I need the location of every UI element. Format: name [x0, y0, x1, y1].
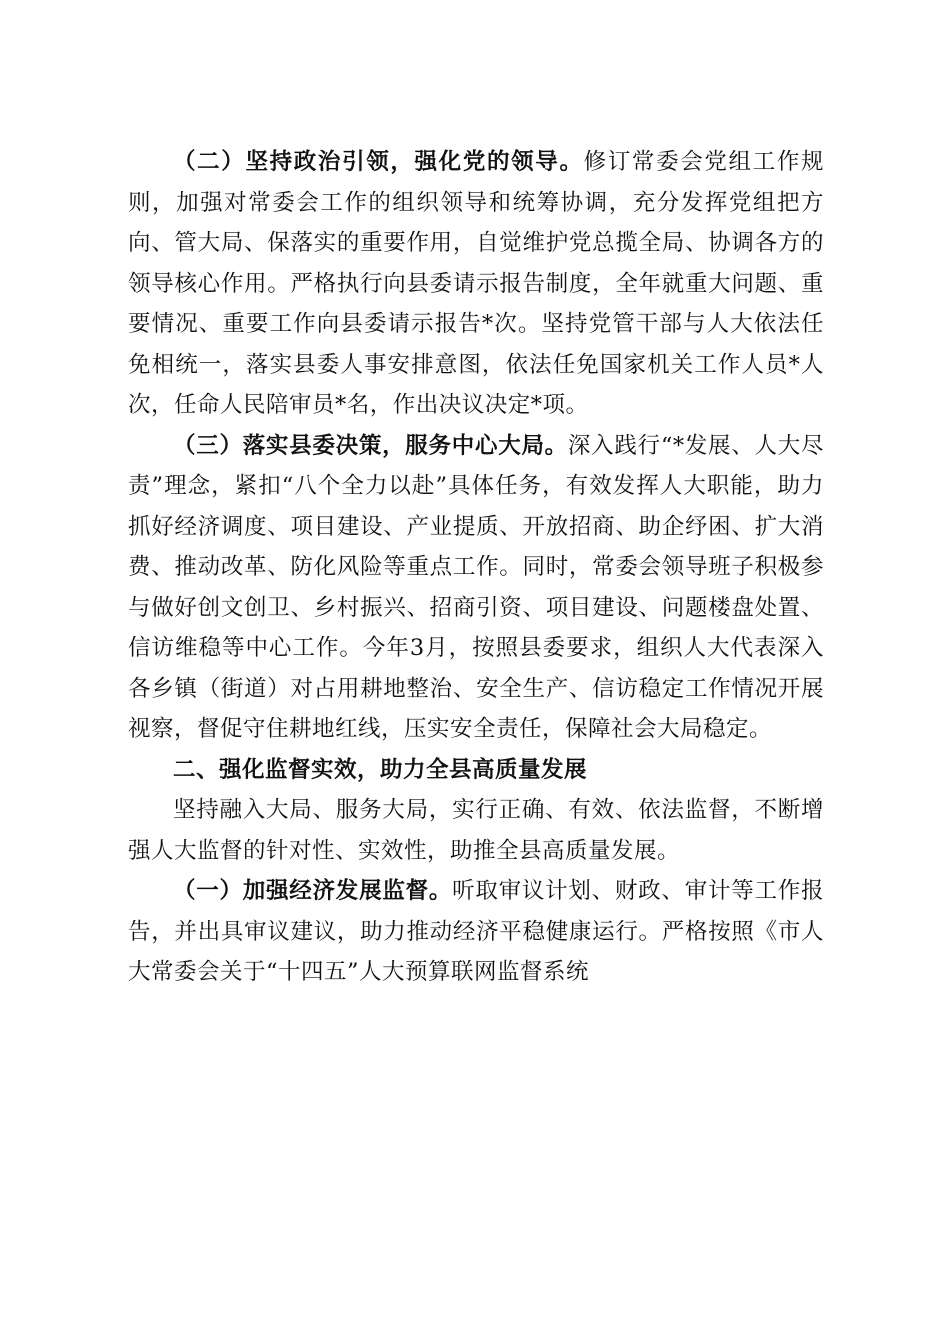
paragraph-body: 听取审议计划、财政、审计等工作报告，并出具审议建议，助力推动经济平稳健康运行。严格按照《市人大常委会关于“十四五”人大预算联网监督系统: [128, 878, 824, 985]
section-intro: [128, 790, 824, 871]
paragraph-central-work: [128, 426, 824, 750]
section-heading-text: 二、强化监督实效，助力全县高质量发展: [173, 756, 588, 783]
document-page: [128, 142, 824, 993]
paragraph-lead: （一）加强经济发展监督。: [173, 878, 453, 904]
paragraph-party-leadership: [128, 142, 824, 426]
section-intro-text: 坚持融入大局、服务大局，实行正确、有效、依法监督，不断增强人大监督的针对性、实效性，助推全县高质量发展。: [128, 797, 824, 864]
paragraph-economic-supervision: [128, 871, 824, 993]
paragraph-lead: （二）坚持政治引领，强化党的领导。: [173, 149, 584, 175]
paragraph-body: 深入践行“*发展、人大尽责”理念，紧扣“八个全力以赴”具体任务，有效发挥人大职能，助力抓好经济调度、项目建设、产业提质、开放招商、助企纾困、扩大消费、推动改革、防化风险等重点工作。同时，常委会领导班子积极参与做好创文创卫、乡村振兴、招商引资、项目建设、问题楼盘处置、信访维稳等中心工作。今年3月，按照县委要求，组织人大代表深入各乡镇（街道）对占用耕地整治、安全生产、信访稳定工作情况开展视察，督促守住耕地红线，压实安全责任，保障社会大局稳定。: [128, 432, 824, 742]
paragraph-lead: （三）落实县委决策，服务中心大局。: [173, 432, 568, 459]
paragraph-body: 修订常委会党组工作规则，加强对常委会工作的组织领导和统筹协调，充分发挥党组把方向、管大局、保落实的重要作用，自觉维护党总揽全局、协调各方的领导核心作用。严格执行向县委请示报告制度，全年就重大问题、重要情况、重要工作向县委请示报告*次。坚持党管干部与人大依法任免相统一，落实县委人事安排意图，依法任免国家机关工作人员*人次，任命人民陪审员*名，作出决议决定*项。: [128, 149, 824, 418]
section-heading: [128, 750, 824, 791]
